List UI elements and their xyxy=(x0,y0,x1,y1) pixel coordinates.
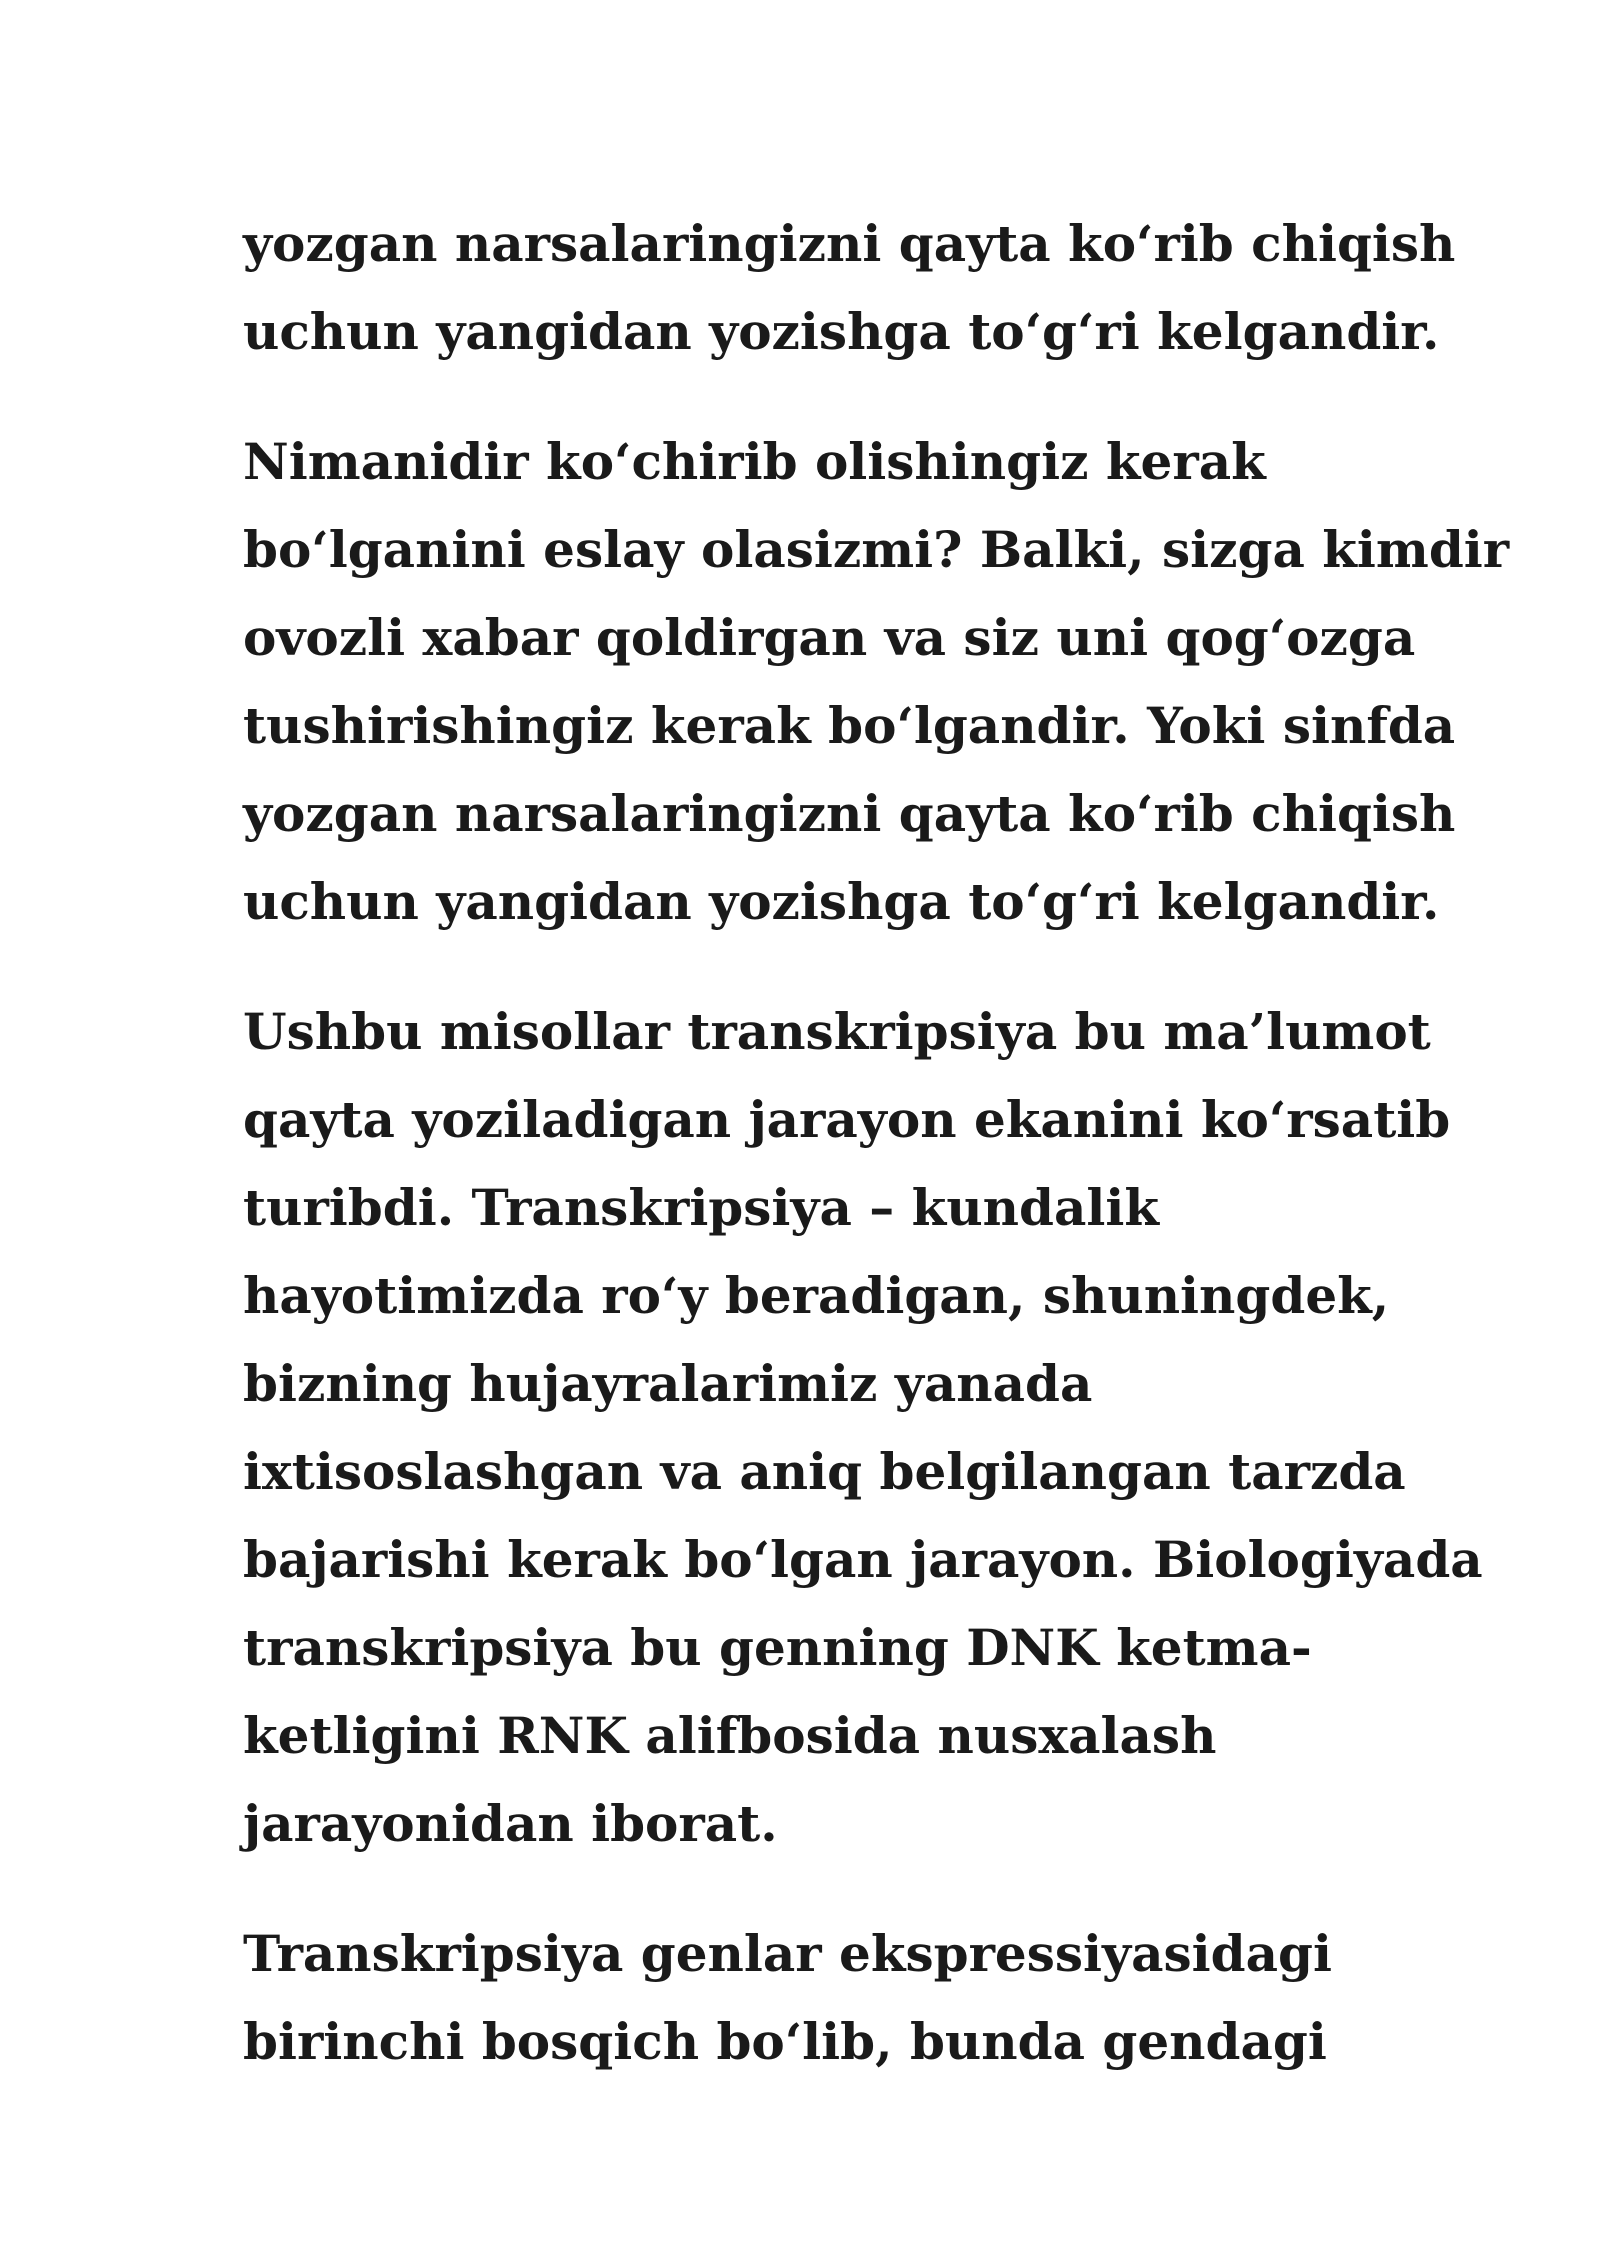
text-line: transkripsiya bu genning DNK ketma- xyxy=(243,1618,1312,1677)
text-line: tushirishingiz kerak bo‘lgandir. Yoki sinfda xyxy=(243,696,1456,755)
paragraph-2 xyxy=(243,418,1510,946)
text-line: Transkripsiya genlar ekspressiyasidagi xyxy=(243,1924,1332,1983)
text-line: bizning hujayralarimiz yanada xyxy=(243,1354,1093,1413)
paragraph-4 xyxy=(243,1910,1423,2086)
text-line: uchun yangidan yozishga to‘g‘ri kelgandir. xyxy=(243,302,1440,361)
text-line: jarayonidan iborat. xyxy=(243,1794,778,1853)
text-line: yozgan narsalaringizni qayta ko‘rib chiqish xyxy=(243,214,1456,273)
text-line: bo‘lganini eslay olasizmi? Balki, sizga kimdir xyxy=(243,520,1510,579)
document-body xyxy=(243,200,1510,2086)
text-line: Ushbu misollar transkripsiya bu ma’lumot xyxy=(243,1002,1431,1061)
text-line: yozgan narsalaringizni qayta ko‘rib chiqish xyxy=(243,784,1456,843)
paragraph-1 xyxy=(243,200,1456,376)
text-line: ovozli xabar qoldirgan va siz uni qog‘ozga xyxy=(243,608,1416,667)
text-line: Nimanidir ko‘chirib olishingiz kerak xyxy=(243,432,1266,491)
paragraph-3 xyxy=(243,988,1483,1868)
text-line: ixtisoslashgan va aniq belgilangan tarzda xyxy=(243,1442,1406,1501)
text-line: ketligini RNK alifbosida nusxalash xyxy=(243,1706,1217,1765)
text-line: uchun yangidan yozishga to‘g‘ri kelgandir. xyxy=(243,872,1440,931)
text-line: qayta yoziladigan jarayon ekanini ko‘rsatib xyxy=(243,1090,1451,1149)
text-line: birinchi bosqich bo‘lib, bunda gendagi xyxy=(243,2012,1327,2071)
text-line: bajarishi kerak bo‘lgan jarayon. Biologiyada xyxy=(243,1530,1483,1589)
text-line: turibdi. Transkripsiya – kundalik xyxy=(243,1178,1160,1237)
text-line: hayotimizda ro‘y beradigan, shuningdek, xyxy=(243,1266,1390,1325)
